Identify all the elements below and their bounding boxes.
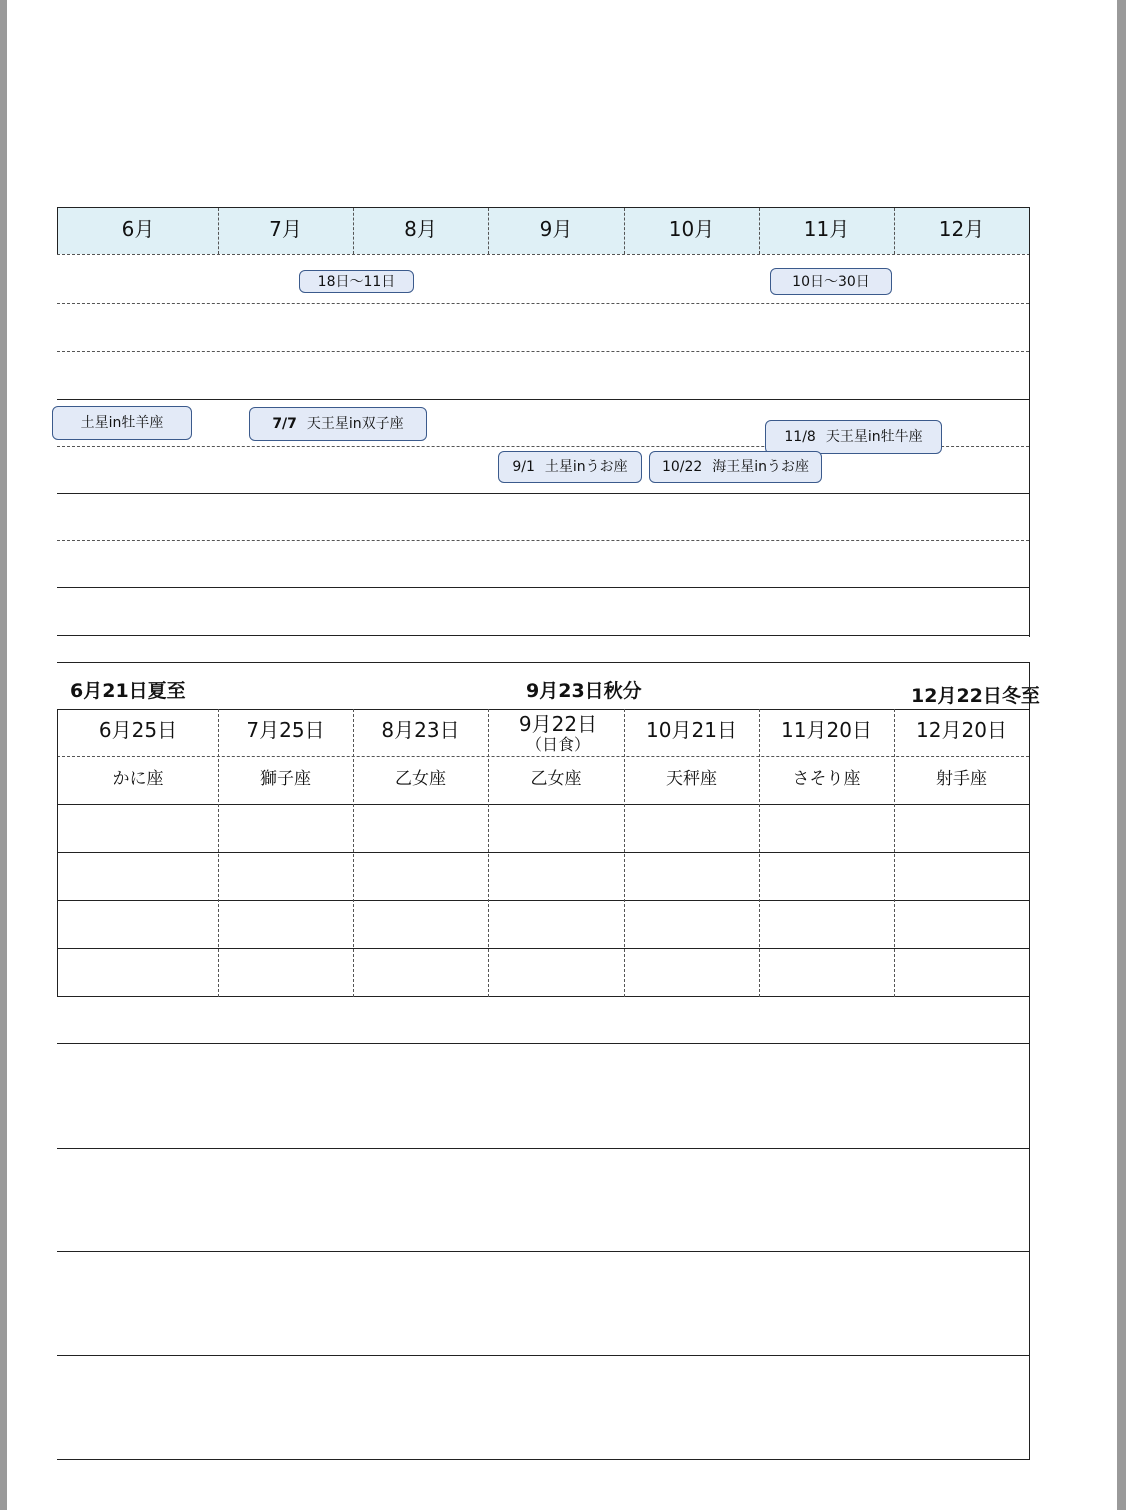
eclipse-note: （日食）: [525, 735, 590, 754]
range-tag-2: [770, 268, 892, 295]
uranus-taurus-tag: [765, 420, 942, 454]
table-right-border: [1029, 207, 1030, 637]
month-header-september: 9月: [539, 217, 573, 241]
page-edge-right: [1117, 0, 1126, 1510]
summer-solstice-label: 6月21日夏至: [70, 680, 186, 702]
row-divider: [57, 1148, 1030, 1149]
header-divider: [894, 208, 895, 254]
row-divider: [57, 900, 1030, 901]
header-divider: [353, 208, 354, 254]
neptune-pisces-date: 10/22: [661, 459, 703, 475]
month-header-august: 8月: [404, 217, 437, 241]
sign-cell-september: 乙女座: [530, 769, 582, 789]
neptune-pisces-tag: [649, 451, 822, 483]
header-divider: [488, 208, 489, 254]
sign-cell-august: 乙女座: [395, 769, 446, 789]
table-bottom-border: [57, 1459, 1030, 1460]
saturn-aries-text: 土星in牡羊座: [80, 415, 164, 431]
month-header-october: 10月: [668, 217, 715, 241]
sign-row-bottom-border: [57, 804, 1030, 805]
uranus-taurus-text: 天王星in牡牛座: [825, 429, 923, 445]
range-tag-1: [299, 270, 414, 293]
saturn-pisces-date: 9/1: [512, 459, 535, 475]
date-cell-june: 6月25日: [98, 718, 178, 742]
row-divider: [57, 948, 1030, 949]
header-divider: [218, 208, 219, 254]
row-divider: [57, 852, 1030, 853]
header-bottom-border: [57, 254, 1030, 255]
date-cell-october: 10月21日: [646, 718, 737, 742]
uranus-gemini-tag: [249, 407, 427, 441]
header-divider: [624, 208, 625, 254]
header-divider: [759, 208, 760, 254]
saturn-aries-tag: [52, 406, 192, 440]
row-divider: [57, 540, 1029, 541]
row-divider: [57, 399, 1030, 400]
row-divider: [57, 303, 1029, 304]
row-divider: [57, 587, 1030, 588]
month-header-november: 11月: [803, 217, 850, 241]
header-left-border: [57, 207, 58, 254]
table-right-border: [1029, 662, 1030, 1460]
sign-cell-june: かに座: [112, 769, 164, 789]
header-top-border: [57, 207, 1030, 208]
range-tag-1-text: 18日〜11日: [317, 273, 396, 290]
autumn-equinox-label: 9月23日秋分: [526, 680, 642, 702]
row-divider: [57, 1043, 1030, 1044]
month-header-june: 6月: [121, 217, 155, 241]
row-divider: [57, 493, 1030, 494]
saturn-pisces-text: 土星inうお座: [544, 459, 628, 475]
sign-cell-october: 天秤座: [666, 769, 717, 789]
date-cell-august: 8月23日: [381, 718, 460, 742]
date-cell-july: 7月25日: [246, 718, 325, 742]
date-cell-september: 9月22日: [518, 712, 598, 736]
saturn-pisces-tag: [498, 451, 642, 483]
sign-cell-november: さそり座: [792, 769, 861, 789]
month-header-december: 12月: [938, 217, 985, 241]
page-edge-left: [0, 0, 7, 1510]
row-divider: [57, 1355, 1030, 1356]
neptune-pisces-text: 海王星inうお座: [712, 459, 810, 475]
range-tag-2-text: 10日〜30日: [792, 273, 870, 290]
winter-solstice-label: 12月22日冬至: [911, 685, 1040, 707]
date-cell-november: 11月20日: [781, 718, 872, 742]
sign-cell-december: 射手座: [936, 769, 987, 789]
uranus-taurus-date: 11/8: [784, 429, 816, 445]
month-header-july: 7月: [269, 217, 302, 241]
row-divider: [57, 1251, 1030, 1252]
sign-cell-july: 獅子座: [260, 769, 311, 789]
date-cell-december: 12月20日: [916, 718, 1007, 742]
table-bottom-border: [57, 635, 1030, 636]
uranus-gemini-date: 7/7: [272, 416, 297, 432]
uranus-gemini-text: 天王星in双子座: [306, 416, 404, 432]
season-row-top-border: [57, 662, 1030, 663]
row-divider: [57, 351, 1029, 352]
row-divider: [57, 996, 1030, 997]
